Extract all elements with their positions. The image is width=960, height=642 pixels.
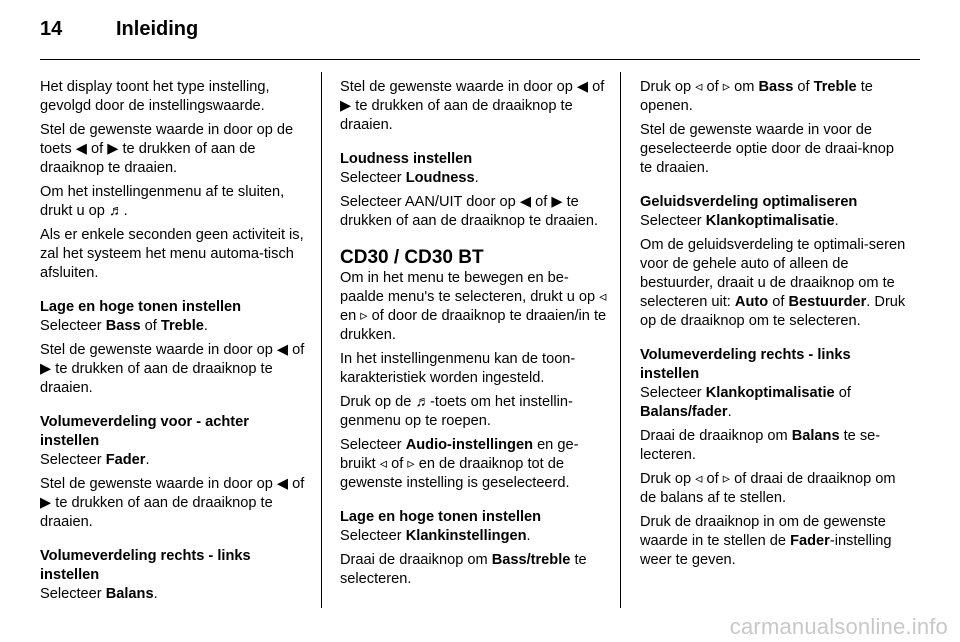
menu-term: Klankinstellingen	[405, 528, 527, 544]
text: .	[727, 404, 732, 420]
text: . Druk op de draaiknop om te selecteren.	[640, 294, 906, 329]
paragraph	[640, 427, 910, 465]
menu-term: Fader	[790, 533, 830, 549]
text: -toets om het instellin-genmenu op te roepen.	[340, 394, 573, 429]
paragraph	[340, 393, 610, 431]
paragraph: Als er enkele seconden geen activiteit is, zal het systeem het menu automa-tisch afsluiten.	[40, 227, 304, 281]
paragraph: Stel de gewenste waarde in voor de geselecteerde optie door de draai-knop te draaien.	[640, 122, 894, 176]
text: Selecteer	[340, 437, 406, 453]
paragraph	[340, 527, 610, 546]
text: .	[474, 170, 479, 186]
paragraph: Stel de gewenste waarde in door op ◀ of ▶ te drukken of aan de draaiknop te draaien.	[40, 342, 305, 396]
text: of	[768, 294, 789, 310]
paragraph	[640, 212, 910, 231]
text: en ge-bruikt ◃ of ▹ en de draaiknop tot de gewenste instelling is geselecteerd.	[340, 437, 579, 491]
section-heading: CD30 / CD30 BT	[340, 247, 484, 268]
paragraph: Selecteer AAN/UIT door op ◀ of ▶ te drukken of aan de draaiknop te draaien.	[340, 194, 599, 229]
menu-term: Auto	[734, 294, 769, 310]
paragraph	[340, 551, 610, 589]
paragraph	[340, 169, 610, 188]
paragraph	[40, 183, 310, 221]
header-rule	[40, 59, 920, 60]
text: Draai de draaiknop om	[640, 428, 792, 444]
text: Om de geluidsverdeling te optimali-seren voor de gehele auto of alleen de bestuurder, draait u de draaiknop om te selecteren uit:	[640, 237, 906, 310]
column-3	[640, 78, 910, 575]
subheading: Volumeverdeling rechts - links instellen	[640, 347, 851, 382]
text: of	[140, 318, 161, 334]
paragraph: In het instellingenmenu kan de toon-karakteristiek worden ingesteld.	[340, 351, 576, 386]
audio-menu-icon: ♬	[415, 394, 431, 410]
paragraph	[340, 436, 610, 493]
paragraph	[640, 78, 910, 116]
text: .	[145, 452, 150, 468]
paragraph	[40, 585, 310, 604]
paragraph: Stel de gewenste waarde in door op ◀ of ▶ te drukken of aan de draaiknop te draaien.	[340, 79, 605, 133]
subheading: Loudness instellen	[340, 151, 473, 167]
column-1	[40, 78, 310, 609]
subheading: Volumeverdeling voor - achter instellen	[40, 414, 249, 449]
menu-term: Loudness	[405, 170, 475, 186]
paragraph: Het display toont het type instelling, gevolgd door de instellingswaarde.	[40, 79, 270, 114]
paragraph	[40, 451, 310, 470]
audio-menu-icon: ♬	[108, 203, 124, 219]
paragraph: Stel de gewenste waarde in door op de toets ◀ of ▶ te drukken of aan de draaiknop te draaien.	[40, 122, 294, 176]
menu-term: Bestuurder	[788, 294, 867, 310]
menu-term: Balans	[105, 586, 154, 602]
menu-term: Klankoptimalisatie	[705, 385, 835, 401]
menu-term: Bass/treble	[491, 552, 571, 568]
menu-term: Klankoptimalisatie	[705, 213, 835, 229]
text: Selecteer	[340, 528, 406, 544]
watermark: carmanualsonline.info	[729, 614, 948, 639]
paragraph	[640, 513, 910, 570]
text: Druk op ◃ of ▹ om	[640, 79, 759, 95]
text: te selecteren.	[340, 552, 587, 587]
paragraph: Stel de gewenste waarde in door op ◀ of ▶ te drukken of aan de draaiknop te draaien.	[40, 476, 305, 530]
text: Selecteer	[640, 213, 706, 229]
paragraph	[640, 236, 910, 331]
text: Selecteer	[640, 385, 706, 401]
menu-term: Treble	[160, 318, 204, 334]
column-divider	[620, 72, 621, 608]
paragraph	[640, 384, 910, 422]
text: Selecteer	[40, 318, 106, 334]
column-2	[340, 78, 610, 594]
text: .	[203, 318, 208, 334]
paragraph	[40, 317, 310, 336]
text: -instelling weer te geven.	[640, 533, 892, 568]
subheading: Volumeverdeling rechts - links instellen	[40, 548, 251, 583]
text: Selecteer	[340, 170, 406, 186]
text: .	[153, 586, 158, 602]
column-divider	[321, 72, 322, 608]
menu-term: Bass	[758, 79, 794, 95]
subheading: Lage en hoge tonen instellen	[340, 509, 542, 525]
text: .	[834, 213, 839, 229]
text: Selecteer	[40, 586, 106, 602]
text: Draai de draaiknop om	[340, 552, 492, 568]
page-header	[40, 18, 198, 41]
subheading: Geluidsverdeling optimaliseren	[640, 194, 858, 210]
paragraph: Om in het menu te bewegen en be-paalde menu's te selecteren, drukt u op ◃ en ▹ of door de draaiknop te draaien/in te drukken.	[340, 270, 607, 343]
page-number: 14	[40, 18, 63, 40]
text: .	[123, 203, 128, 219]
menu-term: Audio-instellingen	[405, 437, 534, 453]
menu-term: Balans/fader	[640, 404, 728, 420]
text: Druk de draaiknop in om de gewenste waarde in te stellen de	[640, 514, 886, 549]
text: .	[526, 528, 531, 544]
text: of	[834, 385, 851, 401]
menu-term: Treble	[813, 79, 857, 95]
paragraph: Druk op ◃ of ▹ of draai de draaiknop om de balans af te stellen.	[640, 471, 896, 506]
menu-term: Balans	[791, 428, 840, 444]
text: of	[793, 79, 814, 95]
text: te se-lecteren.	[640, 428, 881, 463]
page-title: Inleiding	[116, 18, 199, 40]
text: Selecteer	[40, 452, 106, 468]
subheading: Lage en hoge tonen instellen	[40, 299, 242, 315]
text: te openen.	[640, 79, 873, 114]
text: Om het instellingenmenu af te sluiten, drukt u op	[40, 184, 285, 219]
menu-term: Fader	[105, 452, 146, 468]
menu-term: Bass	[105, 318, 141, 334]
text: Druk op de	[340, 394, 416, 410]
